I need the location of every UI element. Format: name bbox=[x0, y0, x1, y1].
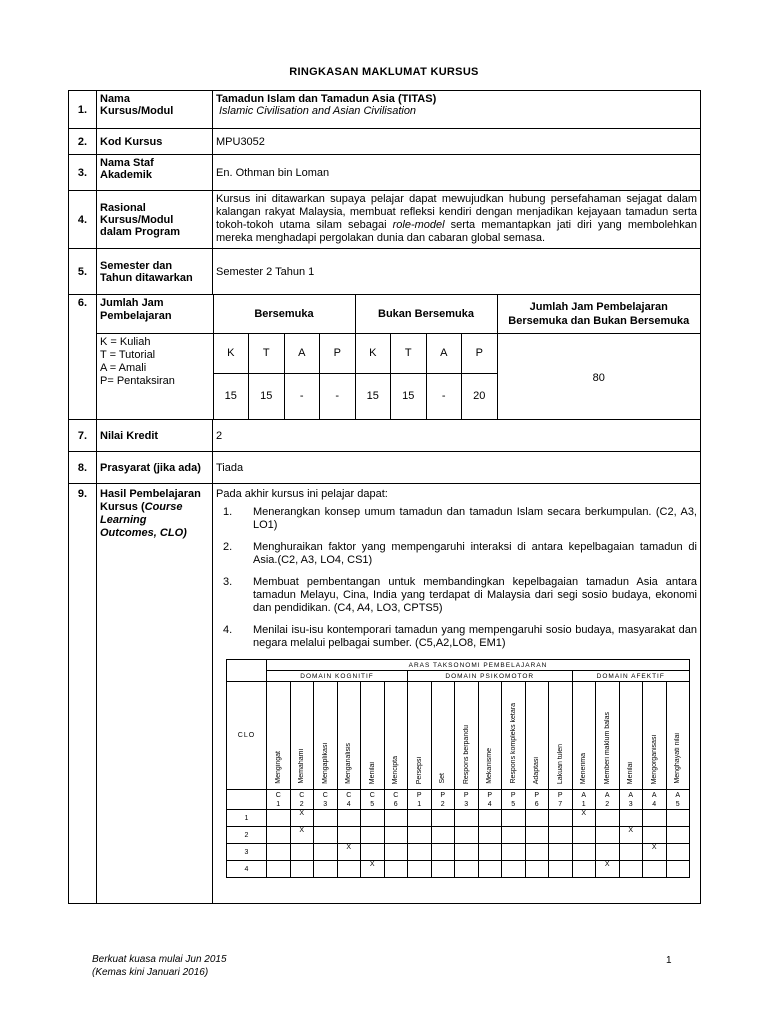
row-label: Nama Staf Akademik bbox=[97, 155, 213, 191]
effective-date: Berkuat kuasa mulai Jun 2015 bbox=[92, 954, 227, 965]
row-learning-hours bbox=[69, 295, 701, 420]
mapping-cell bbox=[666, 827, 690, 844]
mapping-cell bbox=[290, 844, 314, 861]
mapping-cell bbox=[572, 861, 596, 878]
hours-value: - bbox=[284, 373, 320, 419]
mapping-cell bbox=[549, 827, 573, 844]
level-header bbox=[337, 682, 361, 790]
staff-name: En. Othman bin Loman bbox=[213, 155, 701, 191]
mapping-cell bbox=[572, 844, 596, 861]
col-a: A bbox=[284, 333, 320, 373]
clo-header: CLO bbox=[227, 682, 267, 790]
mapping-cell bbox=[525, 810, 549, 827]
mapping-cell bbox=[525, 844, 549, 861]
code-corner bbox=[227, 790, 267, 810]
table-row bbox=[227, 810, 690, 827]
row-number: 1. bbox=[69, 91, 97, 129]
mapping-cell bbox=[408, 844, 432, 861]
course-code: MPU3052 bbox=[213, 129, 701, 155]
level-header bbox=[290, 682, 314, 790]
clo-number: 2 bbox=[227, 827, 267, 844]
mapping-cell bbox=[666, 844, 690, 861]
row-label: Semester dan Tahun ditawarkan bbox=[97, 249, 213, 295]
course-info-table bbox=[68, 90, 701, 904]
level-code: C 5 bbox=[361, 790, 385, 810]
row-label: Rasional Kursus/Modul dalam Program bbox=[97, 191, 213, 249]
revision-date: (Kemas kini Januari 2016) bbox=[92, 967, 209, 978]
mapping-cell bbox=[643, 810, 667, 827]
level-code: A 5 bbox=[666, 790, 690, 810]
row-value bbox=[213, 91, 701, 129]
level-header bbox=[572, 682, 596, 790]
level-header bbox=[502, 682, 526, 790]
row-rationale bbox=[69, 191, 701, 249]
level-code: A 3 bbox=[619, 790, 643, 810]
level-label: Adaptasi bbox=[533, 756, 541, 784]
table-row bbox=[227, 844, 690, 861]
row-number: 9. bbox=[69, 484, 97, 904]
level-header bbox=[408, 682, 432, 790]
mapping-cell bbox=[337, 827, 361, 844]
hours-label: Jumlah Jam Pembelajaran bbox=[97, 295, 213, 333]
col-a: A bbox=[426, 333, 462, 373]
row-number: 5. bbox=[69, 249, 97, 295]
mapping-cell bbox=[525, 861, 549, 878]
taxonomy-header: ARAS TAKSONOMI PEMBELAJARAN bbox=[267, 660, 690, 671]
level-code: C 3 bbox=[314, 790, 338, 810]
row-semester bbox=[69, 249, 701, 295]
non-face-to-face-header: Bukan Bersemuka bbox=[355, 295, 497, 333]
mapping-cell bbox=[314, 844, 338, 861]
level-header bbox=[643, 682, 667, 790]
mapping-cell bbox=[455, 861, 479, 878]
mapping-cell: X bbox=[596, 861, 620, 878]
mapping-cell bbox=[290, 861, 314, 878]
level-label: Menilai bbox=[368, 761, 376, 784]
level-label: Lakuan tulen bbox=[556, 743, 564, 784]
level-header bbox=[596, 682, 620, 790]
level-label: Mencipta bbox=[392, 755, 400, 784]
hours-grid-cell bbox=[97, 295, 701, 420]
level-header bbox=[455, 682, 479, 790]
mapping-cell bbox=[337, 810, 361, 827]
corner-cell bbox=[227, 660, 267, 682]
mapping-cell bbox=[384, 861, 408, 878]
mapping-cell bbox=[267, 844, 291, 861]
hours-value: - bbox=[320, 373, 356, 419]
mapping-cell: X bbox=[290, 827, 314, 844]
level-code: C 4 bbox=[337, 790, 361, 810]
total-hours-value: 80 bbox=[497, 333, 700, 419]
mapping-cell bbox=[478, 827, 502, 844]
row-prerequisite bbox=[69, 452, 701, 484]
mapping-cell bbox=[502, 810, 526, 827]
prerequisite-value: Tiada bbox=[213, 452, 701, 484]
mapping-cell bbox=[431, 827, 455, 844]
semester-value: Semester 2 Tahun 1 bbox=[213, 249, 701, 295]
mapping-cell bbox=[619, 810, 643, 827]
mapping-cell bbox=[408, 810, 432, 827]
row-number: 8. bbox=[69, 452, 97, 484]
row-course-code bbox=[69, 129, 701, 155]
mapping-cell bbox=[267, 827, 291, 844]
clo-list bbox=[216, 506, 697, 650]
table-row bbox=[227, 827, 690, 844]
mapping-cell: X bbox=[643, 844, 667, 861]
level-header bbox=[619, 682, 643, 790]
mapping-cell bbox=[643, 827, 667, 844]
level-label: Menganalisis bbox=[345, 743, 353, 784]
mapping-cell bbox=[643, 861, 667, 878]
mapping-cell bbox=[384, 827, 408, 844]
clo-number: 3 bbox=[227, 844, 267, 861]
mapping-cell bbox=[455, 810, 479, 827]
level-label: Mekanisme bbox=[486, 748, 494, 784]
level-code: P 1 bbox=[408, 790, 432, 810]
learning-outcomes-content bbox=[213, 484, 701, 904]
mapping-cell: X bbox=[361, 861, 385, 878]
row-course-name bbox=[69, 91, 701, 129]
mapping-cell bbox=[502, 844, 526, 861]
level-header bbox=[666, 682, 690, 790]
row-academic-staff bbox=[69, 155, 701, 191]
rationale-text: Kursus ini ditawarkan supaya pelajar dapat mewujudkan hubung persefahaman sejagat dalam kalangan rakyat Malaysia, membuat refleksi kendiri dengan menjadikan kejayaan tamadun serta tokoh-tokoh utama silam sebagai role-model serta memantapkan jati diri yang membolehkan mereka menghadapi pergolakan dunia dan cabaran global semasa. bbox=[213, 191, 701, 249]
mapping-cell bbox=[337, 861, 361, 878]
mapping-cell: X bbox=[572, 810, 596, 827]
clo-number: 1 bbox=[227, 810, 267, 827]
level-code: C 1 bbox=[267, 790, 291, 810]
row-number: 3. bbox=[69, 155, 97, 191]
row-label: Hasil Pembelajaran Kursus (Course Learning Outcomes, CLO) bbox=[97, 484, 213, 904]
level-label: Mengingat bbox=[274, 751, 282, 784]
level-code: P 4 bbox=[478, 790, 502, 810]
mapping-cell bbox=[502, 827, 526, 844]
mapping-cell bbox=[596, 810, 620, 827]
hours-value: 15 bbox=[213, 373, 249, 419]
col-t: T bbox=[391, 333, 427, 373]
mapping-cell bbox=[408, 827, 432, 844]
level-label: Respons kompleks ketara bbox=[509, 703, 517, 784]
taxonomy-table bbox=[226, 659, 690, 878]
row-label: Nama Kursus/Modul bbox=[97, 91, 213, 129]
mapping-cell bbox=[666, 810, 690, 827]
mapping-cell bbox=[431, 844, 455, 861]
level-label: Mengorganisasi bbox=[650, 734, 658, 784]
level-header bbox=[267, 682, 291, 790]
hours-value: 15 bbox=[391, 373, 427, 419]
mapping-cell: X bbox=[290, 810, 314, 827]
mapping-cell bbox=[314, 810, 338, 827]
level-label: Menghayati nilai bbox=[674, 733, 682, 784]
row-number: 7. bbox=[69, 420, 97, 452]
credit-value: 2 bbox=[213, 420, 701, 452]
hours-value: - bbox=[426, 373, 462, 419]
mapping-cell: X bbox=[337, 844, 361, 861]
mapping-cell bbox=[478, 844, 502, 861]
hours-value: 15 bbox=[355, 373, 391, 419]
level-code: P 6 bbox=[525, 790, 549, 810]
mapping-cell bbox=[314, 861, 338, 878]
mapping-cell bbox=[361, 810, 385, 827]
level-header bbox=[525, 682, 549, 790]
level-header bbox=[478, 682, 502, 790]
list-item: 2. Menghuraikan faktor yang mempengaruhi interaksi di antara kepelbagaian tamadun di Asia.(C2, A3, LO4, CS1) bbox=[223, 541, 697, 566]
clo-number: 4 bbox=[227, 861, 267, 878]
page-number: 1 bbox=[666, 955, 672, 966]
row-number: 4. bbox=[69, 191, 97, 249]
mapping-cell bbox=[502, 861, 526, 878]
table-row bbox=[227, 861, 690, 878]
level-code: A 1 bbox=[572, 790, 596, 810]
level-code: P 5 bbox=[502, 790, 526, 810]
mapping-cell bbox=[267, 810, 291, 827]
mapping-cell bbox=[314, 827, 338, 844]
level-label: Memberi maklum balas bbox=[603, 711, 611, 784]
row-label: Prasyarat (jika ada) bbox=[97, 452, 213, 484]
mapping-cell bbox=[384, 810, 408, 827]
footer bbox=[92, 953, 227, 979]
mapping-cell bbox=[572, 827, 596, 844]
mapping-cell bbox=[431, 810, 455, 827]
course-name-ms: Tamadun Islam dan Tamadun Asia (TITAS) bbox=[216, 93, 437, 105]
level-header bbox=[384, 682, 408, 790]
list-item: 4. Menilai isu-isu kontemporari tamadun yang mempengaruhi sosio budaya, masyarakat dan negara melalui pelbagai sumber. (C5,A2,LO8, EM1) bbox=[223, 624, 697, 649]
mapping-cell: X bbox=[619, 827, 643, 844]
level-label: Mengaplikasi bbox=[321, 743, 329, 784]
hours-legend: K = Kuliah T = Tutorial A = Amali P= Pentaksiran bbox=[97, 333, 213, 419]
mapping-cell bbox=[525, 827, 549, 844]
course-name-en: Islamic Civilisation and Asian Civilisation bbox=[219, 105, 417, 117]
row-label: Kod Kursus bbox=[97, 129, 213, 155]
row-learning-outcomes bbox=[69, 484, 701, 904]
domain-psychomotor-header: DOMAIN PSIKOMOTOR bbox=[408, 671, 573, 682]
level-code: P 2 bbox=[431, 790, 455, 810]
document-title: RINGKASAN MAKLUMAT KURSUS bbox=[289, 66, 479, 78]
mapping-cell bbox=[455, 844, 479, 861]
hours-value: 20 bbox=[462, 373, 498, 419]
level-header bbox=[549, 682, 573, 790]
outcomes-intro: Pada akhir kursus ini pelajar dapat: bbox=[216, 488, 388, 500]
level-header bbox=[431, 682, 455, 790]
domain-affective-header: DOMAIN AFEKTIF bbox=[572, 671, 690, 682]
level-label: Set bbox=[439, 773, 447, 784]
row-number: 2. bbox=[69, 129, 97, 155]
mapping-cell bbox=[361, 827, 385, 844]
hours-value: 15 bbox=[249, 373, 285, 419]
row-label: Nilai Kredit bbox=[97, 420, 213, 452]
level-label: Menerima bbox=[580, 752, 588, 784]
level-label: Memahami bbox=[298, 749, 306, 784]
mapping-cell bbox=[361, 844, 385, 861]
col-t: T bbox=[249, 333, 285, 373]
list-item: 3. Membuat pembentangan untuk membandingkan kepelbagaian tamadun Asia antara tamadun Melayu, Cina, India yang terdapat di Malaysia dari segi sosio budaya, ekonomi dan pendidikan. (C4, A4, LO3, CPTS5) bbox=[223, 576, 697, 614]
domain-cognitive-header: DOMAIN KOGNITIF bbox=[267, 671, 408, 682]
mapping-cell bbox=[549, 844, 573, 861]
total-hours-header: Jumlah Jam Pembelajaran Bersemuka dan Bukan Bersemuka bbox=[497, 295, 700, 333]
mapping-cell bbox=[478, 810, 502, 827]
mapping-cell bbox=[619, 861, 643, 878]
mapping-cell bbox=[267, 861, 291, 878]
level-code: C 6 bbox=[384, 790, 408, 810]
col-k: K bbox=[213, 333, 249, 373]
mapping-cell bbox=[408, 861, 432, 878]
hours-grid bbox=[97, 295, 700, 419]
row-number: 6. bbox=[69, 295, 97, 420]
list-item: 1. Menerangkan konsep umum tamadun dan tamadun Islam secara berkumpulan. (C2, A3, LO1) bbox=[223, 506, 697, 531]
level-code: A 2 bbox=[596, 790, 620, 810]
level-code: A 4 bbox=[643, 790, 667, 810]
face-to-face-header: Bersemuka bbox=[213, 295, 355, 333]
level-code: P 3 bbox=[455, 790, 479, 810]
mapping-cell bbox=[549, 810, 573, 827]
mapping-cell bbox=[384, 844, 408, 861]
level-label: Menilai bbox=[627, 761, 635, 784]
mapping-cell bbox=[549, 861, 573, 878]
level-label: Respons berpandu bbox=[462, 724, 470, 784]
mapping-cell bbox=[596, 844, 620, 861]
level-header bbox=[314, 682, 338, 790]
col-p: P bbox=[320, 333, 356, 373]
mapping-cell bbox=[455, 827, 479, 844]
level-header bbox=[361, 682, 385, 790]
level-code: P 7 bbox=[549, 790, 573, 810]
col-p: P bbox=[462, 333, 498, 373]
mapping-cell bbox=[478, 861, 502, 878]
mapping-cell bbox=[619, 844, 643, 861]
level-label: Persepsi bbox=[415, 756, 423, 784]
mapping-cell bbox=[431, 861, 455, 878]
level-code: C 2 bbox=[290, 790, 314, 810]
row-credit bbox=[69, 420, 701, 452]
mapping-cell bbox=[596, 827, 620, 844]
mapping-cell bbox=[666, 861, 690, 878]
col-k: K bbox=[355, 333, 391, 373]
